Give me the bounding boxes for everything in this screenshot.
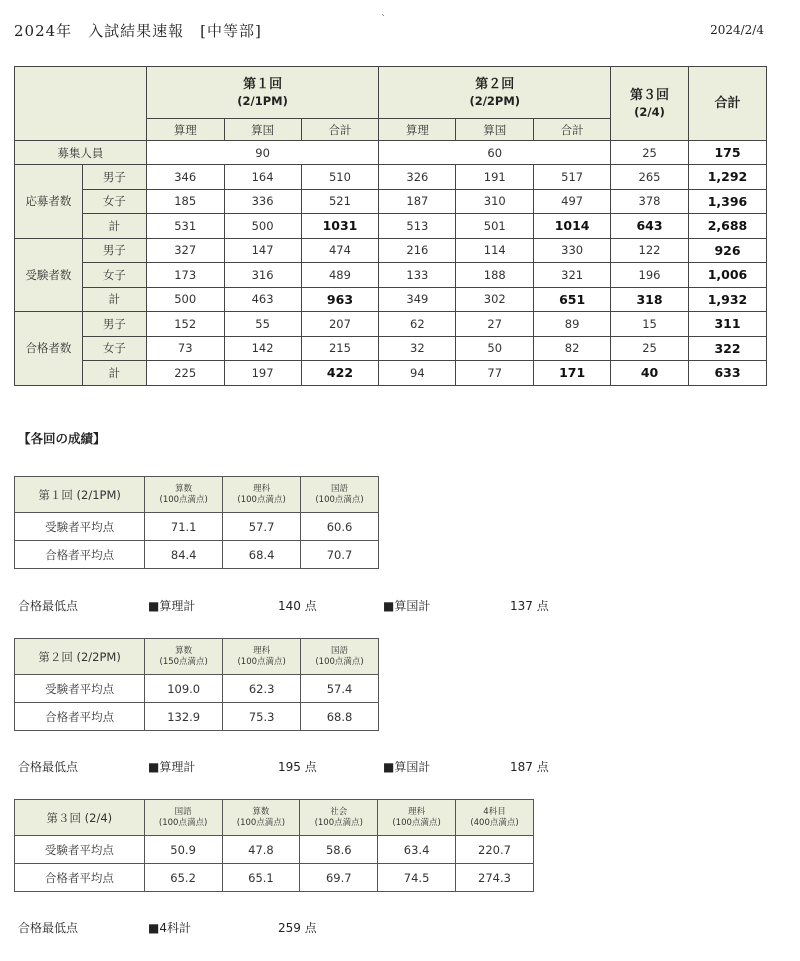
table-cell: 316 — [224, 263, 301, 288]
subject-header — [301, 477, 379, 513]
subject-header — [145, 477, 223, 513]
table-cell: 322 — [688, 336, 766, 361]
subcol-header: 合計 — [301, 119, 379, 141]
score-row — [15, 836, 534, 864]
results-table — [14, 66, 767, 386]
score-cell: 57.7 — [223, 513, 301, 541]
stray-mark: ` — [381, 14, 386, 25]
table-cell: 164 — [224, 165, 301, 190]
table-cell: 191 — [456, 165, 534, 190]
score-row-label: 受験者平均点 — [15, 675, 145, 703]
score-row-label: 受験者平均点 — [15, 836, 145, 864]
score-cell: 274.3 — [456, 864, 534, 892]
table-cell: 62 — [379, 312, 456, 337]
table-cell: 302 — [456, 287, 534, 312]
min-score-label: 合格最低点 — [18, 760, 79, 774]
subject-name: 算数 — [252, 806, 270, 817]
recruit-r2: 60 — [379, 141, 611, 165]
subject-max: (100点満点) — [237, 656, 286, 667]
table-cell: 15 — [611, 312, 689, 337]
min-score-a: ■算理計 — [148, 599, 196, 613]
score-cell: 50.9 — [144, 836, 222, 864]
score-table-title: 第１回 (2/1PM) — [15, 477, 145, 513]
score-cell: 109.0 — [145, 675, 223, 703]
subcol-header: 算国 — [456, 119, 534, 141]
score-cell: 71.1 — [145, 513, 223, 541]
subject-header — [223, 639, 301, 675]
subject-header — [144, 800, 222, 836]
row-label: 計 — [82, 361, 146, 386]
row-label: 計 — [82, 214, 146, 239]
subcol-header: 算国 — [224, 119, 301, 141]
table-cell: 94 — [379, 361, 456, 386]
table-cell: 501 — [456, 214, 534, 239]
table-cell: 225 — [146, 361, 224, 386]
score-cell: 70.7 — [301, 541, 379, 569]
score-row — [15, 675, 379, 703]
subject-max: (100点満点) — [392, 817, 441, 828]
round1-header: 第１回 (2/1PM) — [146, 67, 379, 119]
subject-header — [145, 639, 223, 675]
subject-name: 理科 — [253, 645, 271, 656]
min-score-bv: 187 点 — [510, 760, 549, 774]
table-cell: 207 — [301, 312, 379, 337]
subject-name: 算数 — [175, 645, 193, 656]
table-cell: 651 — [534, 287, 611, 312]
table-cell: 531 — [146, 214, 224, 239]
table-cell: 497 — [534, 189, 611, 214]
group-label: 受験者数 — [15, 238, 83, 312]
table-cell: 521 — [301, 189, 379, 214]
min-score-label: 合格最低点 — [18, 599, 79, 613]
subcol-header: 合計 — [534, 119, 611, 141]
score-cell: 63.4 — [378, 836, 456, 864]
score-header-row — [15, 477, 379, 513]
subject-name: 社会 — [330, 806, 348, 817]
score-cell: 62.3 — [223, 675, 301, 703]
table-cell: 188 — [456, 263, 534, 288]
table-cell: 349 — [379, 287, 456, 312]
page-title: 2024年 入試結果速報 [中等部] — [14, 22, 262, 40]
subject-name: 理科 — [408, 806, 426, 817]
table-row — [15, 189, 767, 214]
table-cell: 55 — [224, 312, 301, 337]
table-cell: 2,688 — [688, 214, 766, 239]
round3-header: 第３回 (2/4) — [611, 67, 689, 141]
table-cell: 73 — [146, 336, 224, 361]
score-cell: 68.4 — [223, 541, 301, 569]
table-row — [15, 312, 767, 337]
row-label: 女子 — [82, 263, 146, 288]
subject-max: (100点満点) — [315, 656, 364, 667]
table-cell: 114 — [456, 238, 534, 263]
table-cell: 633 — [688, 361, 766, 386]
score-row — [15, 541, 379, 569]
score-table-title: 第２回 (2/2PM) — [15, 639, 145, 675]
subject-max: (100点満点) — [159, 494, 208, 505]
table-row — [15, 263, 767, 288]
table-cell: 1,006 — [688, 263, 766, 288]
group-label: 応募者数 — [15, 165, 83, 239]
table-cell: 196 — [611, 263, 689, 288]
table-cell: 152 — [146, 312, 224, 337]
min-score-a: ■4科計 — [148, 921, 191, 935]
table-cell: 171 — [534, 361, 611, 386]
section-title: 【各回の成績】 — [18, 431, 106, 446]
table-cell: 310 — [456, 189, 534, 214]
score-cell: 58.6 — [300, 836, 378, 864]
row-label: 女子 — [82, 189, 146, 214]
table-cell: 89 — [534, 312, 611, 337]
subject-header — [300, 800, 378, 836]
row-label: 計 — [82, 287, 146, 312]
score-cell: 47.8 — [222, 836, 300, 864]
subject-header — [378, 800, 456, 836]
score-cell: 57.4 — [301, 675, 379, 703]
table-cell: 330 — [534, 238, 611, 263]
group-label: 合格者数 — [15, 312, 83, 386]
corner-cell — [15, 67, 147, 141]
score-row — [15, 703, 379, 731]
table-cell: 1,932 — [688, 287, 766, 312]
score-cell: 75.3 — [223, 703, 301, 731]
table-cell: 147 — [224, 238, 301, 263]
score-header-row — [15, 639, 379, 675]
table-cell: 32 — [379, 336, 456, 361]
subject-header — [223, 477, 301, 513]
subject-max: (100点満点) — [158, 817, 208, 828]
min-score-av: 140 点 — [278, 599, 317, 613]
table-cell: 326 — [379, 165, 456, 190]
subject-name: 4科目 — [483, 806, 506, 817]
table-cell: 173 — [146, 263, 224, 288]
subject-header — [456, 800, 534, 836]
min-score-label: 合格最低点 — [18, 921, 79, 935]
score-row — [15, 513, 379, 541]
table-cell: 346 — [146, 165, 224, 190]
table-cell: 25 — [611, 336, 689, 361]
min-score-b: ■算国計 — [383, 599, 431, 613]
table-cell: 187 — [379, 189, 456, 214]
table-cell: 336 — [224, 189, 301, 214]
table-cell: 133 — [379, 263, 456, 288]
score-cell: 65.2 — [144, 864, 222, 892]
table-cell: 216 — [379, 238, 456, 263]
table-cell: 185 — [146, 189, 224, 214]
table-cell: 327 — [146, 238, 224, 263]
min-score-bv: 137 点 — [510, 599, 549, 613]
table-cell: 643 — [611, 214, 689, 239]
subject-max: (100点満点) — [236, 817, 286, 828]
subject-name: 理科 — [253, 483, 271, 494]
table-cell: 474 — [301, 238, 379, 263]
table-cell: 265 — [611, 165, 689, 190]
subject-name: 国語 — [331, 483, 349, 494]
score-row-label: 合格者平均点 — [15, 541, 145, 569]
row-label: 女子 — [82, 336, 146, 361]
subject-max: (100点満点) — [315, 494, 364, 505]
table-row — [15, 287, 767, 312]
table-row — [15, 238, 767, 263]
recruit-label: 募集人員 — [15, 141, 147, 165]
score-row-label: 合格者平均点 — [15, 703, 145, 731]
score-table-title: 第３回 (2/4) — [15, 800, 145, 836]
table-cell: 422 — [301, 361, 379, 386]
subject-name: 国語 — [331, 645, 349, 656]
score-row-label: 合格者平均点 — [15, 864, 145, 892]
table-cell: 122 — [611, 238, 689, 263]
report-date: 2024/2/4 — [710, 23, 764, 37]
subcol-header: 算理 — [146, 119, 224, 141]
score-cell: 60.6 — [301, 513, 379, 541]
table-cell: 489 — [301, 263, 379, 288]
table-cell: 321 — [534, 263, 611, 288]
table-cell: 1014 — [534, 214, 611, 239]
table-row — [15, 165, 767, 190]
score-cell: 68.8 — [301, 703, 379, 731]
table-cell: 77 — [456, 361, 534, 386]
subcol-header: 算理 — [379, 119, 456, 141]
table-cell: 500 — [224, 214, 301, 239]
subject-header — [222, 800, 300, 836]
total-header: 合計 — [688, 67, 766, 141]
recruit-r3: 25 — [611, 141, 689, 165]
score-cell: 65.1 — [222, 864, 300, 892]
table-row — [15, 336, 767, 361]
table-cell: 82 — [534, 336, 611, 361]
subject-header — [301, 639, 379, 675]
table-cell: 197 — [224, 361, 301, 386]
table-cell: 318 — [611, 287, 689, 312]
round3-score-table — [14, 799, 534, 892]
subject-name: 国語 — [174, 806, 192, 817]
table-cell: 513 — [379, 214, 456, 239]
score-cell: 69.7 — [300, 864, 378, 892]
table-cell: 27 — [456, 312, 534, 337]
score-header-row — [15, 800, 534, 836]
score-cell: 74.5 — [378, 864, 456, 892]
min-score-b: ■算国計 — [383, 760, 431, 774]
round1-score-table — [14, 476, 379, 569]
score-cell: 132.9 — [145, 703, 223, 731]
table-cell: 500 — [146, 287, 224, 312]
round2-header: 第２回 (2/2PM) — [379, 67, 611, 119]
subject-max: (400点満点) — [470, 817, 519, 828]
table-cell: 517 — [534, 165, 611, 190]
min-score-av: 259 点 — [278, 921, 317, 935]
table-cell: 378 — [611, 189, 689, 214]
row-label: 男子 — [82, 238, 146, 263]
table-row — [15, 361, 767, 386]
table-cell: 1031 — [301, 214, 379, 239]
score-row — [15, 864, 534, 892]
table-cell: 311 — [688, 312, 766, 337]
table-cell: 142 — [224, 336, 301, 361]
min-score-av: 195 点 — [278, 760, 317, 774]
row-label: 男子 — [82, 165, 146, 190]
min-score-a: ■算理計 — [148, 760, 196, 774]
recruit-r1: 90 — [146, 141, 379, 165]
table-cell: 926 — [688, 238, 766, 263]
recruit-total: 175 — [688, 141, 766, 165]
score-cell: 84.4 — [145, 541, 223, 569]
subject-max: (100点満点) — [314, 817, 363, 828]
table-cell: 1,396 — [688, 189, 766, 214]
table-cell: 963 — [301, 287, 379, 312]
row-label: 男子 — [82, 312, 146, 337]
subject-max: (100点満点) — [237, 494, 286, 505]
subject-max: (150点満点) — [159, 656, 208, 667]
table-cell: 50 — [456, 336, 534, 361]
score-cell: 220.7 — [456, 836, 534, 864]
table-cell: 463 — [224, 287, 301, 312]
round2-score-table — [14, 638, 379, 731]
subject-name: 算数 — [175, 483, 193, 494]
table-cell: 40 — [611, 361, 689, 386]
score-row-label: 受験者平均点 — [15, 513, 145, 541]
table-row — [15, 214, 767, 239]
table-cell: 215 — [301, 336, 379, 361]
table-cell: 1,292 — [688, 165, 766, 190]
table-cell: 510 — [301, 165, 379, 190]
